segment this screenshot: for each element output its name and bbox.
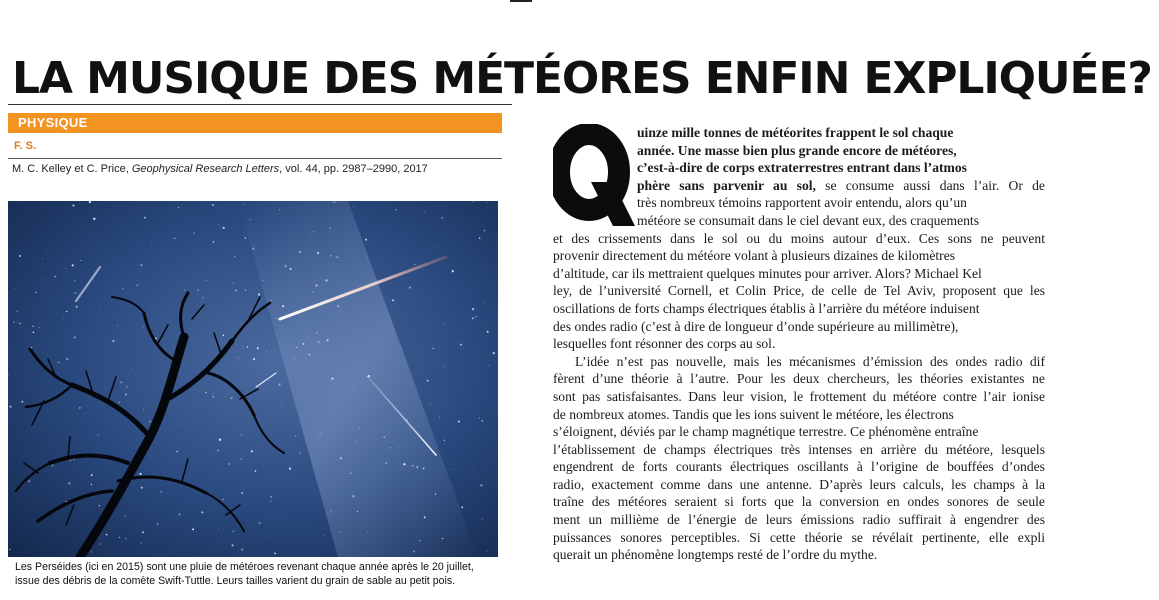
star bbox=[330, 255, 332, 257]
star bbox=[331, 377, 333, 379]
body-line: météore se consumait dans le ciel devant eux, des craquements bbox=[637, 212, 979, 228]
star bbox=[112, 340, 114, 342]
star bbox=[28, 480, 30, 482]
body-line: querait un phénomène longtemps resté de l’ordre du mythe. bbox=[553, 547, 878, 563]
star bbox=[330, 512, 331, 513]
body-line: très nombreux témoins rapportent avoir entendu, alors qu’un bbox=[637, 195, 967, 211]
star bbox=[241, 459, 242, 460]
star bbox=[357, 511, 358, 512]
mixed-line bbox=[553, 177, 1045, 195]
star bbox=[270, 300, 271, 301]
star bbox=[329, 228, 331, 230]
star bbox=[413, 551, 415, 553]
star bbox=[74, 292, 76, 294]
star bbox=[482, 420, 483, 421]
star bbox=[282, 305, 284, 307]
star bbox=[460, 344, 462, 346]
star bbox=[242, 348, 243, 349]
star bbox=[139, 473, 141, 475]
star bbox=[117, 325, 118, 326]
star bbox=[320, 434, 321, 435]
star bbox=[21, 401, 23, 403]
star bbox=[331, 510, 332, 511]
star bbox=[223, 227, 225, 229]
star bbox=[453, 469, 454, 470]
star bbox=[337, 305, 339, 307]
star bbox=[205, 392, 206, 393]
star bbox=[307, 337, 308, 338]
body-line: oscillations de forts champs électriques établis à l’arrière du météore induisent bbox=[553, 300, 980, 316]
star bbox=[274, 553, 276, 555]
star bbox=[251, 450, 253, 452]
star bbox=[328, 203, 329, 204]
star bbox=[316, 284, 318, 286]
star bbox=[443, 323, 444, 324]
reference-rule bbox=[8, 158, 502, 159]
star bbox=[218, 225, 219, 226]
star bbox=[17, 310, 19, 312]
star bbox=[119, 537, 120, 538]
star bbox=[90, 484, 92, 486]
star bbox=[312, 291, 313, 292]
star bbox=[151, 245, 152, 246]
star bbox=[353, 206, 354, 207]
star bbox=[234, 256, 235, 257]
body-line: engendrent de forts courants électriques oscillants à l’origine de bouffées d’ondes bbox=[553, 459, 1045, 475]
star bbox=[223, 335, 225, 337]
star bbox=[118, 401, 120, 403]
star bbox=[452, 486, 453, 487]
star bbox=[412, 465, 414, 467]
star bbox=[439, 247, 440, 248]
body-line: lesquelles font résonner des corps au sol. bbox=[553, 336, 776, 352]
star bbox=[48, 252, 49, 253]
star bbox=[296, 347, 297, 348]
star bbox=[472, 308, 474, 310]
star bbox=[419, 540, 420, 541]
star bbox=[444, 440, 445, 441]
reference-journal: Geophysical Research Letters bbox=[131, 163, 280, 175]
star bbox=[395, 209, 396, 210]
star bbox=[206, 280, 207, 281]
star bbox=[317, 252, 319, 254]
star bbox=[486, 551, 487, 552]
star bbox=[363, 315, 364, 316]
star bbox=[76, 306, 78, 308]
star bbox=[472, 317, 474, 319]
star bbox=[279, 384, 281, 386]
star bbox=[143, 326, 144, 327]
body-line: ley, de l’université Cornell, et Colin Price, de celle de Tel Aviv, proposent que les bbox=[553, 283, 1046, 299]
star bbox=[367, 258, 368, 259]
star bbox=[213, 396, 215, 398]
star bbox=[143, 409, 144, 410]
body-line: L’idée n’est pas nouvelle, mais les mécanismes d’émission des ondes radio dif bbox=[575, 353, 1045, 369]
star bbox=[91, 474, 93, 476]
star bbox=[201, 511, 203, 513]
star bbox=[403, 463, 405, 465]
reference bbox=[12, 163, 502, 175]
photo-caption bbox=[15, 560, 505, 588]
star bbox=[79, 407, 81, 409]
star bbox=[479, 417, 480, 418]
star bbox=[303, 343, 305, 345]
star bbox=[125, 538, 126, 539]
star bbox=[478, 384, 479, 385]
star bbox=[432, 348, 433, 349]
body-line: d’altitude, car ils mettraient quelques minutes pour arriver. Alors? Michael Kel bbox=[553, 265, 982, 281]
body-line: s’éloignent, déviés par le champ magnétique terrestre. Ce phénomène entraîne bbox=[553, 424, 979, 440]
star bbox=[257, 347, 259, 349]
star bbox=[258, 293, 260, 295]
caption-line: issue des débris de la comète Swift-Tuttle. Leurs tailles varient du grain de sable au petit pois. bbox=[15, 575, 456, 587]
star bbox=[258, 522, 260, 524]
star bbox=[313, 231, 314, 232]
star bbox=[255, 470, 257, 472]
star bbox=[152, 556, 153, 557]
star bbox=[395, 249, 396, 250]
star bbox=[423, 468, 425, 470]
star bbox=[479, 238, 480, 239]
star bbox=[482, 519, 483, 520]
star bbox=[480, 484, 482, 486]
star bbox=[333, 201, 334, 202]
star bbox=[415, 415, 416, 416]
star bbox=[157, 523, 159, 525]
star bbox=[126, 386, 128, 388]
star bbox=[409, 286, 411, 288]
star bbox=[66, 358, 68, 360]
star bbox=[367, 532, 368, 533]
body-text: se consume aussi dans l’air. Or de bbox=[815, 177, 1045, 193]
star bbox=[473, 201, 474, 202]
star bbox=[225, 396, 226, 397]
star bbox=[106, 534, 108, 536]
headline-rule bbox=[8, 104, 512, 105]
star bbox=[484, 302, 485, 303]
star bbox=[441, 217, 443, 219]
star bbox=[212, 393, 213, 394]
star bbox=[270, 501, 271, 502]
star bbox=[13, 321, 15, 323]
star bbox=[144, 217, 146, 219]
star bbox=[84, 414, 85, 415]
star bbox=[63, 317, 64, 318]
star bbox=[124, 515, 125, 516]
paragraph-2 bbox=[553, 353, 1045, 564]
star bbox=[99, 309, 100, 310]
star bbox=[218, 528, 219, 529]
star bbox=[416, 466, 418, 468]
star bbox=[253, 358, 255, 360]
star bbox=[337, 256, 339, 258]
star bbox=[106, 388, 107, 389]
star bbox=[66, 268, 67, 269]
star bbox=[327, 339, 329, 341]
star bbox=[140, 264, 142, 266]
star bbox=[461, 506, 463, 508]
star bbox=[323, 535, 324, 536]
star bbox=[219, 439, 221, 441]
star bbox=[365, 239, 367, 241]
star bbox=[91, 551, 92, 552]
star bbox=[32, 326, 33, 327]
star bbox=[232, 282, 233, 283]
star bbox=[424, 516, 426, 518]
star bbox=[74, 280, 75, 281]
star bbox=[290, 268, 292, 270]
star bbox=[414, 264, 415, 265]
star bbox=[203, 302, 204, 303]
star bbox=[152, 274, 153, 275]
star bbox=[247, 346, 248, 347]
body-line: de nombreux atomes. Tandis que les ions suivent le météore, les électrons bbox=[553, 406, 954, 422]
star bbox=[174, 237, 176, 239]
star bbox=[52, 464, 54, 466]
star bbox=[149, 421, 151, 423]
star bbox=[458, 420, 460, 422]
reference-authors: M. C. Kelley et C. Price, bbox=[12, 163, 132, 175]
star bbox=[295, 358, 296, 359]
star bbox=[493, 352, 495, 354]
star bbox=[280, 402, 281, 403]
star bbox=[485, 264, 486, 265]
star bbox=[14, 288, 15, 289]
body-line: provenir directement du météore volant à plusieurs dizaines de kilomètres bbox=[553, 248, 956, 264]
star bbox=[202, 297, 204, 299]
star bbox=[325, 279, 327, 281]
star bbox=[443, 366, 444, 367]
star bbox=[266, 351, 267, 352]
star bbox=[100, 543, 101, 544]
star bbox=[398, 447, 399, 448]
star bbox=[424, 212, 425, 213]
star bbox=[350, 473, 351, 474]
star bbox=[19, 255, 21, 257]
body-line: puissances sonores perceptibles. Si cette théorie se révélait pertinente, elle expli bbox=[553, 529, 1045, 545]
star bbox=[317, 341, 319, 343]
star bbox=[136, 284, 138, 286]
star bbox=[289, 467, 291, 469]
lead-line-end: phère sans parvenir au sol, bbox=[637, 177, 816, 193]
star bbox=[366, 376, 367, 377]
star bbox=[42, 280, 43, 281]
star bbox=[194, 232, 196, 234]
star bbox=[442, 538, 443, 539]
star bbox=[285, 265, 287, 267]
star bbox=[178, 207, 179, 208]
star bbox=[299, 452, 301, 454]
star bbox=[401, 347, 402, 348]
star bbox=[356, 441, 357, 442]
star bbox=[170, 210, 171, 211]
star bbox=[141, 487, 143, 489]
star bbox=[248, 400, 249, 401]
star bbox=[435, 494, 436, 495]
star bbox=[17, 322, 18, 323]
star bbox=[74, 336, 76, 338]
star bbox=[252, 248, 254, 250]
star bbox=[54, 276, 56, 278]
star bbox=[473, 470, 474, 471]
star bbox=[122, 288, 123, 289]
body-line: fèrent d’une théorie à l’autre. Pour les deux chercheurs, les théories existantes ne bbox=[553, 371, 1045, 387]
top-mark bbox=[510, 0, 532, 2]
star bbox=[385, 462, 387, 464]
star bbox=[309, 354, 310, 355]
star bbox=[316, 332, 317, 333]
star bbox=[132, 369, 133, 370]
star bbox=[19, 323, 21, 325]
star bbox=[89, 201, 91, 203]
star bbox=[217, 450, 219, 452]
star bbox=[198, 289, 199, 290]
star bbox=[488, 365, 489, 366]
star bbox=[353, 392, 354, 393]
star bbox=[42, 258, 43, 259]
star bbox=[99, 505, 101, 507]
star bbox=[245, 237, 246, 238]
star bbox=[446, 403, 447, 404]
star bbox=[90, 214, 91, 215]
reference-details: , vol. 44, pp. 2987–2990, 2017 bbox=[279, 163, 428, 175]
star bbox=[141, 542, 142, 543]
star bbox=[58, 361, 60, 363]
star bbox=[339, 531, 340, 532]
star bbox=[270, 496, 272, 498]
lead-line: année. Une masse bien plus grande encore de météores, bbox=[637, 142, 957, 158]
star bbox=[487, 202, 488, 203]
star bbox=[142, 531, 144, 533]
body-line: ment un millième de l’énergie de leurs émissions radio suffirait à engendrer des bbox=[553, 512, 1046, 528]
star bbox=[93, 218, 95, 220]
star bbox=[359, 428, 360, 429]
star bbox=[427, 380, 429, 382]
star bbox=[232, 544, 234, 546]
star bbox=[266, 536, 267, 537]
star bbox=[212, 204, 214, 206]
paragraph-1 bbox=[553, 124, 1045, 353]
author-initials: F. S. bbox=[14, 140, 37, 152]
star bbox=[263, 280, 264, 281]
rubric-physique: PHYSIQUE bbox=[8, 113, 502, 133]
star bbox=[244, 204, 245, 205]
star bbox=[452, 270, 454, 272]
lead-line: uinze mille tonnes de météorites frappent le sol chaque bbox=[637, 125, 954, 140]
star bbox=[229, 463, 230, 464]
star bbox=[439, 417, 440, 418]
star bbox=[98, 435, 99, 436]
body-line: radio, exactement comme dans une antenne. D’après leurs calculs, les champs à la bbox=[553, 476, 1046, 492]
star bbox=[299, 251, 301, 253]
star bbox=[35, 292, 37, 294]
star bbox=[340, 457, 342, 459]
star bbox=[279, 209, 280, 210]
body-line: et des crissements dans le sol ou du moins autour d’eux. Ces sons ne peuvent bbox=[553, 230, 1045, 246]
headline: LA MUSIQUE DES MÉTÉORES ENFIN EXPLIQUÉE? bbox=[12, 53, 1152, 104]
star bbox=[138, 541, 139, 542]
star bbox=[241, 492, 243, 494]
meteor-shower-photo bbox=[8, 201, 498, 557]
star bbox=[390, 447, 391, 448]
star bbox=[73, 205, 75, 207]
body-line: traîne des météores seraient si forts que la conversion en ondes sonores de seule bbox=[553, 494, 1045, 510]
star bbox=[250, 219, 251, 220]
star bbox=[335, 202, 336, 203]
star bbox=[160, 491, 161, 492]
star bbox=[232, 531, 234, 533]
star bbox=[245, 290, 246, 291]
article-body bbox=[553, 124, 1045, 564]
lead-line: c’est-à-dire de corps extraterrestres entrant dans l’atmos bbox=[637, 160, 967, 176]
star bbox=[487, 331, 489, 333]
star bbox=[222, 499, 223, 500]
body-line: des ondes radio (c’est à dire de longueur d’onde supérieure au millimètre), bbox=[553, 318, 959, 334]
star bbox=[68, 482, 70, 484]
body-line: sont pas satisfaisantes. Dans leur vision, le frottement du météore contre l’air ionise bbox=[553, 388, 1045, 404]
star bbox=[352, 495, 354, 497]
star bbox=[66, 311, 67, 312]
star bbox=[383, 436, 385, 438]
star bbox=[237, 357, 238, 358]
star bbox=[120, 381, 122, 383]
star bbox=[483, 229, 485, 231]
star bbox=[176, 451, 178, 453]
star bbox=[475, 316, 476, 317]
star bbox=[241, 548, 243, 550]
star bbox=[184, 290, 185, 291]
star bbox=[39, 327, 40, 328]
star bbox=[295, 436, 296, 437]
star bbox=[311, 251, 312, 252]
star bbox=[392, 299, 394, 301]
star bbox=[311, 236, 312, 237]
star bbox=[33, 332, 34, 333]
star bbox=[192, 528, 194, 530]
star bbox=[9, 548, 11, 550]
star bbox=[213, 241, 215, 243]
star bbox=[230, 397, 232, 399]
star bbox=[179, 513, 181, 515]
star bbox=[129, 373, 130, 374]
star bbox=[241, 434, 243, 436]
star bbox=[177, 425, 178, 426]
star bbox=[45, 240, 46, 241]
star bbox=[125, 394, 127, 396]
star bbox=[276, 318, 277, 319]
star bbox=[10, 406, 12, 408]
star bbox=[235, 290, 237, 292]
caption-line: Les Perséides (ici en 2015) sont une pluie de météroes revenant chaque année après le 20 juillet, bbox=[15, 561, 474, 573]
body-line: l’établissement de champs électriques très intenses en arrière du météore, lesquels bbox=[553, 441, 1045, 457]
star bbox=[72, 264, 74, 266]
star bbox=[80, 260, 81, 261]
star bbox=[430, 403, 431, 404]
dropcap-letter: Q bbox=[553, 124, 554, 125]
